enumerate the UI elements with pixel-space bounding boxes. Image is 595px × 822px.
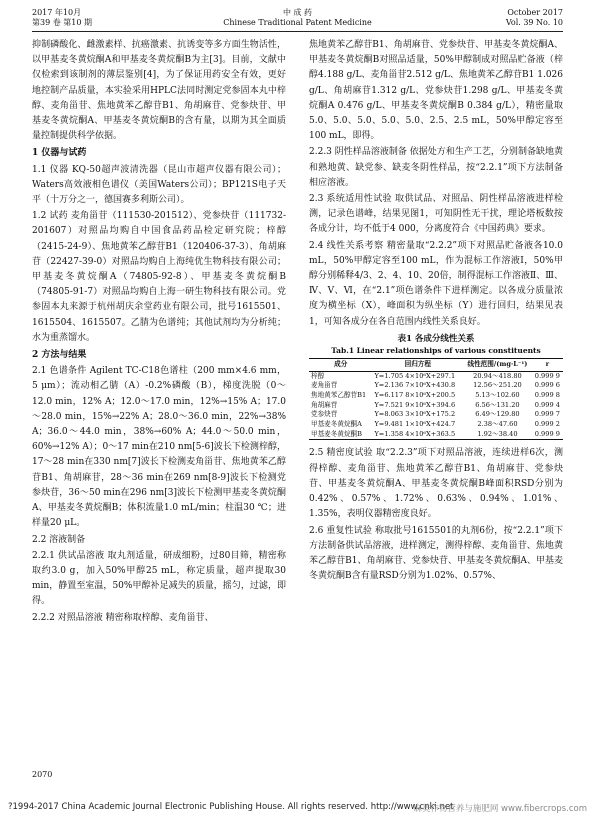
linearity-table bbox=[309, 358, 563, 441]
paragraph: 1.2 试药 麦角甾苷（111530-201512）、党参炔苷（111732-201607）对照品均购自中国食品药品检定研究院；梓醇（2415-24-9）、焦地黄苯乙醇苷B1（120406-37-3）、角胡麻苷（22427-39-0）对照品均购自上海纯优生物科技有限公司；甲基麦冬黄烷酮A（74805-92-8）、甲基麦冬黄烷酮B（74805-91-7）对照品均购自上海一研生物科技有限公司。党参固本丸来源于杭州胡庆余堂药业有限公司，批号1615501、1615504、1615507。乙腈为色谱纯；其他试剂均为分析纯；水为重蒸馏水。 bbox=[32, 211, 286, 343]
left-column bbox=[32, 38, 286, 627]
cell-equation: Y=2.136 7×10⁶X+430.8 bbox=[374, 381, 456, 390]
cell-equation: Y=1.705 4×10⁶X+297.1 bbox=[374, 371, 456, 380]
cell-range: 1.92～38.40 bbox=[477, 429, 518, 438]
table-row bbox=[309, 371, 563, 381]
paragraph: 2.1 色谱条件 Agilent TC-C18色谱柱（200 mm×4.6 mm，5 μm）；流动相乙腈（A）-0.2%磷酸（B），梯度洗脱（0～12.0 min，12% A；12.0～17.0 min，12%→15% A；17.0～28.0 min，15%→22% A；28.0～36.0 min，22%→38% A；36.0～44.0 min，38%→60% A；44.0～50.0 min，60%→12% A）；0～17 min在210 nm[5-6]波长下检测梓醇，17～28 min在330 nm[7]波长下检测麦角甾苷、焦地黄苯乙醇苷B1、角胡麻苷，28～36 min在269 nm[8-9]波长下检测党参炔苷，36～50 min在296 nm[3]波长下检测甲基麦冬黄烷酮A、甲基麦冬黄烷酮B；体积流量1.0 mL/min；柱温30 ℃；进样量20 μL。 bbox=[32, 366, 286, 529]
header-rule bbox=[32, 31, 563, 32]
paragraph: 2.4 线性关系考察 精密量取“2.2.2”项下对照品贮备液各10.0 mL，50%甲醇定容至100 mL，作为混标工作溶液Ⅰ，50%甲醇分别稀释4/3、2、4、10、20倍，制得混标工作溶液Ⅱ、Ⅲ、Ⅳ、Ⅴ、Ⅵ，在“2.1”项色谱条件下进样测定。以各成分质量浓度为横坐标（X），峰面积为纵坐标（Y）进行回归，结果见表1，可知各成分在各自范围内线性关系良好。 bbox=[309, 240, 563, 327]
table-row bbox=[309, 401, 563, 411]
paragraph: 2.3 系统适用性试验 取供试品、对照品、阴性样品溶液进样检测，记录色谱峰，结果见图1，可知阴性无干扰，理论塔板数按各成分计，均不低于4 000，分离度符合《中国药典》要求。 bbox=[309, 194, 563, 235]
paragraph: 2.2.1 供试品溶液 取丸剂适量，研成细粉，过80目筛，精密称取约3.0 g，加入50%甲醇25 mL，称定质量，超声提取30 min，静置至室温，50%甲醇补足减失的质量，摇匀，过滤，即得。 bbox=[32, 550, 286, 607]
watermark-text: 麻美作物营养与施肥网 www.fibercrops.com bbox=[413, 804, 587, 814]
cell-range: 12.56～251.20 bbox=[473, 381, 522, 390]
cell-r: 0.999 9 bbox=[534, 429, 560, 438]
journal-title-en: Chinese Traditional Patent Medicine bbox=[223, 18, 372, 27]
paragraph: 1.1 仪器 KQ-50超声波清洗器（昆山市超声仪器有限公司）；Waters高效液相色谱仪（美国Waters公司）；BP121S电子天平（十万分之一，德国赛多利斯公司）。 bbox=[32, 164, 286, 206]
th-component: 成分 bbox=[334, 359, 348, 368]
cell-range: 6.49～129.80 bbox=[475, 410, 520, 419]
cell-r: 0.999 7 bbox=[534, 410, 560, 419]
table-caption-cn: 表1 各成分线性关系 bbox=[397, 333, 475, 344]
header-journal bbox=[32, 8, 563, 28]
page-number: 2070 bbox=[32, 770, 53, 779]
copyright-line: ?1994-2017 China Academic Journal Electronic Publishing House. All rights reserved. http://www.cnki.net bbox=[8, 802, 454, 812]
journal-title-cn: 中 成 药 bbox=[282, 8, 313, 17]
table-caption-en: Tab.1 Linear relationships of various constituents bbox=[331, 345, 541, 355]
cell-r: 0.999 8 bbox=[534, 390, 560, 399]
header-issue-en bbox=[506, 8, 563, 28]
cell-r: 0.999 9 bbox=[534, 371, 560, 380]
th-range: 线性范围/(mg·L⁻¹) bbox=[467, 359, 528, 368]
cell-component: 党参炔苷 bbox=[311, 410, 338, 419]
table-row bbox=[309, 381, 563, 391]
table-header-row bbox=[309, 358, 563, 371]
header-volume-cn: 第39 卷 第10 期 bbox=[32, 18, 92, 27]
paragraph: 焦地黄苯乙醇苷B1、角胡麻苷、党参炔苷、甲基麦冬黄烷酮A、甲基麦冬黄烷酮B对照品适量，50%甲醇制成对照品贮备液（梓醇4.188 g/L、麦角甾苷2.512 g/L、焦地黄苯乙醇苷B1 1.026 g/L、角胡麻苷1.312 g/L、党参炔苷1.298 g/L、甲基麦冬黄烷酮A 0.476 g/L、甲基麦冬黄烷酮B 0.384 g/L），精密量取5.0、5.0、5.0、5.0、5.0、2.5、2.5 mL，50%甲醇定容至100 mL，即得。 bbox=[309, 40, 563, 142]
cell-range: 2.38～47.60 bbox=[477, 420, 518, 429]
table-body bbox=[309, 371, 563, 440]
cell-component: 焦地黄苯乙醇苷B1 bbox=[311, 390, 367, 399]
running-header bbox=[32, 8, 563, 30]
cell-range: 20.94～418.80 bbox=[473, 371, 522, 380]
table-row bbox=[309, 430, 563, 440]
cell-range: 5.13～102.60 bbox=[475, 390, 520, 399]
cell-component: 甲基麦冬黄烷酮A bbox=[311, 420, 362, 429]
cell-component: 甲基麦冬黄烷酮B bbox=[311, 429, 363, 438]
section-heading: 1 仪器与试药 bbox=[32, 148, 87, 159]
paragraph: 2.2.3 阴性样品溶液制备 依据处方和生产工艺，分别制备缺地黄和熟地黄、缺党参、缺麦冬阴性样品，按“2.2.1”项下方法制备相应溶液。 bbox=[309, 147, 563, 188]
cell-range: 6.56～131.20 bbox=[475, 400, 520, 409]
header-date-en: October 2017 bbox=[507, 8, 563, 17]
table-row bbox=[309, 420, 563, 430]
cell-component: 梓醇 bbox=[311, 371, 325, 380]
cell-r: 0.999 2 bbox=[534, 420, 560, 429]
cell-component: 麦角甾苷 bbox=[311, 381, 338, 390]
header-volume-en: Vol. 39 No. 10 bbox=[505, 18, 563, 27]
section-heading: 2 方法与结果 bbox=[32, 350, 87, 361]
right-column-top bbox=[309, 38, 563, 330]
paragraph: 2.6 重复性试验 称取批号1615501的丸剂6份，按“2.2.1”项下方法制备供试品溶液，进样测定，测得梓醇、麦角甾苷、焦地黄苯乙醇苷B1、角胡麻苷、党参炔苷、甲基麦冬黄烷酮A、甲基麦冬黄烷酮B含有量RSD分别为1.02%、0.57%、 bbox=[309, 525, 563, 582]
paragraph: 2.2 溶液制备 bbox=[32, 534, 86, 545]
cell-equation: Y=9.481 1×10⁶X+424.7 bbox=[374, 420, 456, 429]
footer bbox=[8, 802, 587, 812]
cell-component: 角胡麻苷 bbox=[311, 400, 338, 409]
th-equation: 回归方程 bbox=[404, 359, 431, 368]
cell-equation: Y=7.521 9×10⁶X+394.6 bbox=[374, 400, 456, 409]
right-column bbox=[309, 38, 563, 585]
table-row bbox=[309, 391, 563, 401]
cell-equation: Y=1.358 4×10⁶X+363.5 bbox=[374, 429, 456, 438]
cell-r: 0.999 4 bbox=[534, 400, 560, 409]
right-column-bottom bbox=[309, 446, 563, 584]
paragraph: 2.5 精密度试验 取“2.2.3”项下对照品溶液，连续进样6次，测得梓醇、麦角甾苷、焦地黄苯乙醇苷B1、角胡麻苷、党参炔苷、甲基麦冬黄烷酮A、甲基麦冬黄烷酮B峰面积RSD分别为0.42%、0.57%、1.72%、0.63%、0.94%、1.01%、1.35%，表明仪器精密度良好。 bbox=[309, 448, 563, 520]
cell-equation: Y=8.063 3×10⁶X+175.2 bbox=[374, 410, 456, 419]
table-row bbox=[309, 410, 563, 420]
cell-r: 0.999 6 bbox=[534, 381, 560, 390]
th-r: r bbox=[545, 359, 550, 368]
header-date-cn: 2017 年10月 bbox=[32, 8, 82, 17]
paragraph: 2.2.2 对照品溶液 精密称取梓醇、麦角甾苷、 bbox=[32, 612, 214, 623]
paragraph: 抑制磷酸化、雌激素样、抗癌激素、抗诱变等多方面生物活性，以甲基麦冬黄烷酮A和甲基麦冬黄烷酮B为主[3]。目前，文献中仅检索到该制剂的薄层鉴别[4]，为了保证用药安全有效，更好地控制产品质量，本实验采用HPLC法同时测定党参固本丸中梓醇、麦角甾苷、焦地黄苯乙醇苷B1、角胡麻苷、党参炔苷、甲基麦冬黄烷酮A、甲基麦冬黄烷酮B的含有量，以期为其全面质量控制提供科学依据。 bbox=[32, 40, 286, 142]
cell-equation: Y=6.117 8×10⁶X+200.5 bbox=[374, 390, 456, 399]
